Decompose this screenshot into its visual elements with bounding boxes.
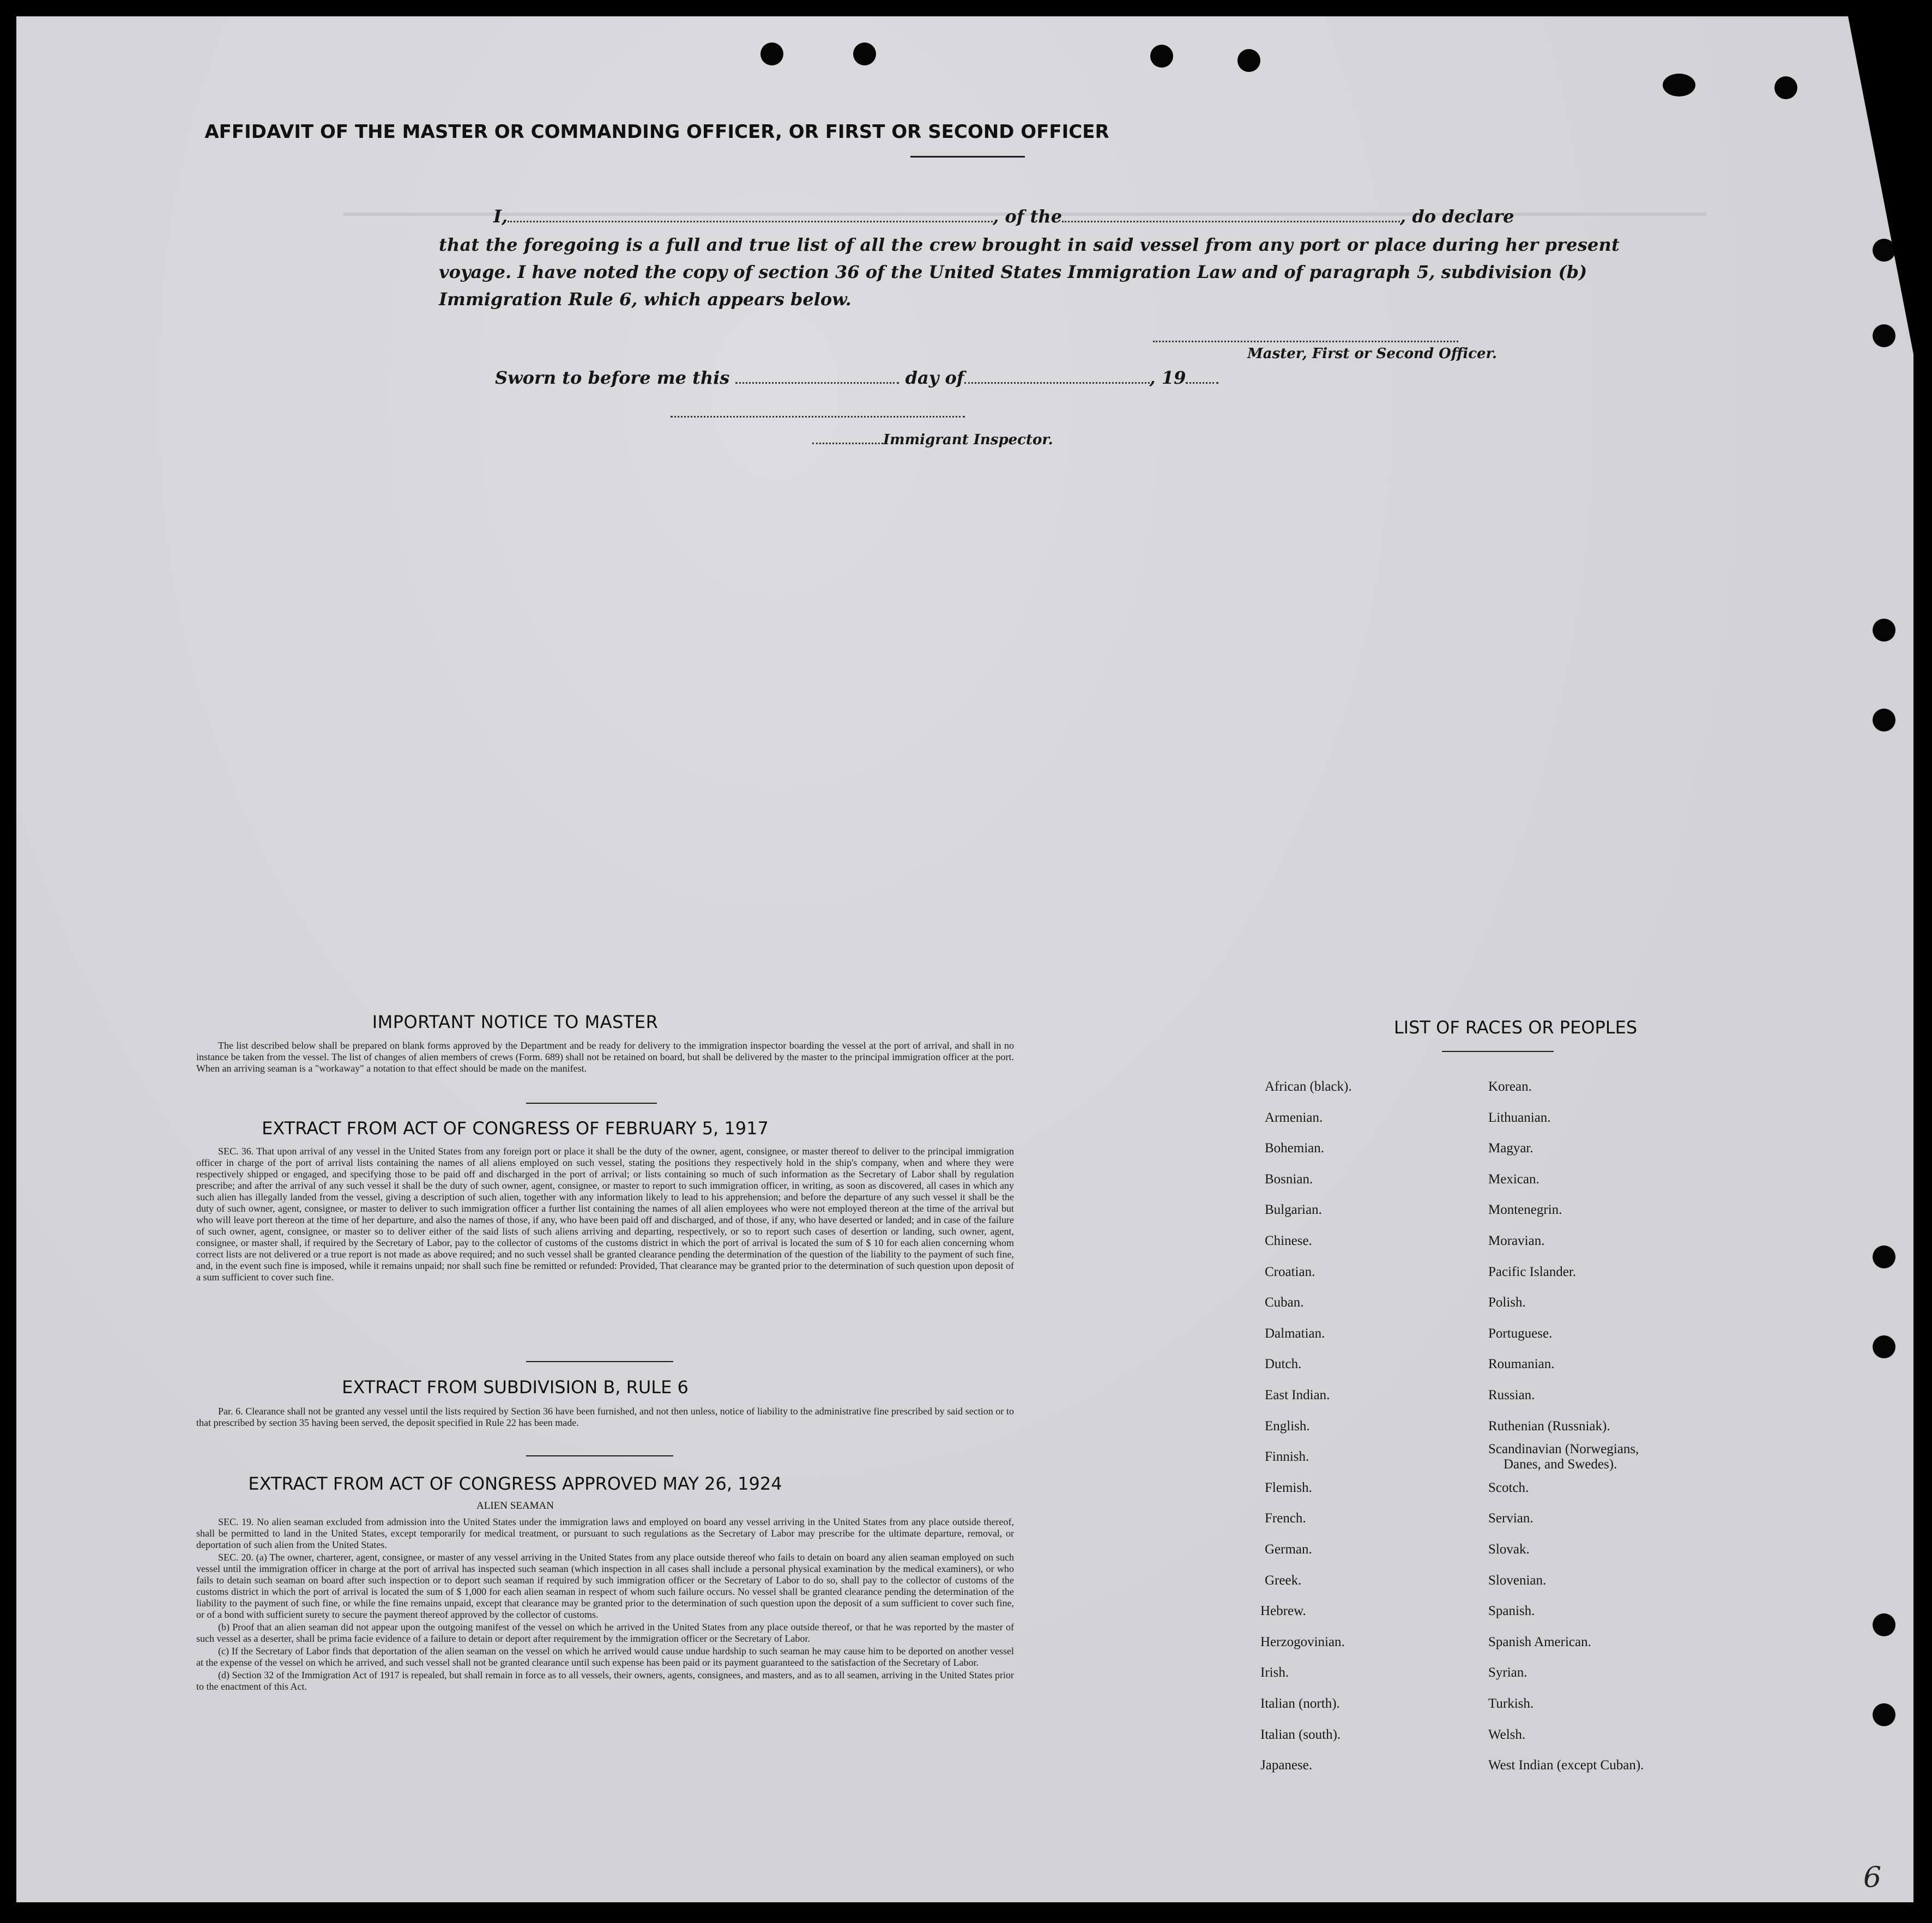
race-item: Scandinavian (Norwegians, (1488, 1442, 1639, 1457)
section-rule (526, 1455, 673, 1456)
punch-hole (1873, 709, 1895, 731)
race-item: Spanish. (1488, 1604, 1535, 1619)
race-item: Cuban. (1265, 1295, 1304, 1310)
race-item: Japanese. (1260, 1758, 1313, 1773)
race-item: Bulgarian. (1265, 1202, 1322, 1218)
document-page (16, 16, 1913, 1902)
punch-hole (1873, 1613, 1895, 1636)
day-of-label: day of (905, 367, 964, 388)
extract-1924-title: EXTRACT FROM ACT OF CONGRESS APPROVED MAY 26, 1924 (248, 1473, 782, 1494)
race-item: Montenegrin. (1488, 1202, 1562, 1218)
race-item: Italian (south). (1260, 1727, 1341, 1742)
punch-hole (853, 43, 876, 65)
affidavit-title: AFFIDAVIT OF THE MASTER OR COMMANDING OFFICER, OR FIRST OR SECOND OFFICER (204, 121, 1109, 143)
extract-rule6-title: EXTRACT FROM SUBDIVISION B, RULE 6 (342, 1377, 689, 1398)
race-item: West Indian (except Cuban). (1488, 1758, 1644, 1773)
race-item: Ruthenian (Russniak). (1488, 1418, 1610, 1434)
sec-19-paragraph: SEC. 19. No alien seaman excluded from admission into the United States under the immigration laws and employed on board any vessel arriving in the United States from any place outside thereof, shall be permitted to land in the United States, except temporarily for medical treatment, or pursuant to such regulations as the Secretary of Labor may prescribe for the ultimate departure, removal, or deportation of such alien from the United States. (196, 1516, 1014, 1550)
races-rule (1442, 1051, 1554, 1052)
race-item: Turkish. (1488, 1696, 1534, 1711)
punch-hole (1873, 1703, 1895, 1726)
race-item: Finnish. (1265, 1449, 1309, 1465)
race-item: Mexican. (1488, 1171, 1539, 1187)
affidavit-line1: that the foregoing is a full and true list of all the crew brought in said vessel from any port or place during her present (439, 234, 1620, 255)
vessel-blank[interactable] (1062, 220, 1400, 222)
affidavit-line3: Immigration Rule 6, which appears below. (439, 289, 852, 310)
punch-hole (1663, 74, 1695, 96)
race-item: Moravian. (1488, 1233, 1545, 1248)
section-rule (526, 1361, 673, 1362)
race-item: Korean. (1488, 1079, 1532, 1094)
race-item: Armenian. (1265, 1110, 1323, 1125)
folded-corner (1848, 16, 1913, 354)
declare-label: , do declare (1400, 206, 1514, 227)
race-item: French. (1265, 1511, 1306, 1526)
punch-hole (1774, 76, 1797, 99)
year-label: , 19 (1149, 367, 1186, 388)
page-mark: 6 (1863, 1861, 1882, 1894)
race-item: Bohemian. (1265, 1141, 1325, 1156)
race-item: Syrian. (1488, 1665, 1528, 1680)
race-item: Dutch. (1265, 1357, 1302, 1372)
sworn-line (495, 367, 1218, 388)
signature-blank[interactable] (1153, 340, 1458, 342)
race-item: Russian. (1488, 1388, 1535, 1402)
extract-1924-subtitle: ALIEN SEAMAN (476, 1500, 554, 1511)
race-item: Servian. (1488, 1511, 1533, 1526)
inspector-sign-blank[interactable] (671, 415, 965, 418)
extract-1917-text (196, 1146, 1014, 1284)
race-item-continuation: Danes, and Swedes). (1504, 1457, 1617, 1472)
race-item: Lithuanian. (1488, 1110, 1551, 1125)
race-item: Italian (north). (1260, 1696, 1340, 1711)
race-item: Bosnian. (1265, 1171, 1313, 1187)
races-title: LIST OF RACES OR PEOPLES (1393, 1017, 1638, 1038)
sec-20b-paragraph: (b) Proof that an alien seaman did not appear upon the outgoing manifest of the vessel on which he arrived in the United States from any place outside thereof, or that he was reported by the master of such vessel as a deserter, shall be prima facie evidence of a failure to detain or deport after requirement by the immigration officer or the Secretary of Labor. (196, 1622, 1014, 1644)
notice-title: IMPORTANT NOTICE TO MASTER (372, 1012, 659, 1032)
race-item: Croatian. (1265, 1264, 1315, 1279)
inspector-blank[interactable] (812, 442, 883, 444)
year-blank[interactable] (1186, 382, 1218, 384)
race-item: Scotch. (1488, 1480, 1529, 1495)
race-item: Welsh. (1488, 1727, 1526, 1742)
race-item: Flemish. (1265, 1480, 1312, 1495)
race-item: Roumanian. (1488, 1357, 1555, 1372)
i-label: I, (493, 206, 508, 227)
race-item: Slovak. (1488, 1542, 1530, 1557)
punch-hole (1873, 1335, 1895, 1358)
race-item: Portuguese. (1488, 1326, 1553, 1341)
title-rule (910, 156, 1025, 158)
race-item: Dalmatian. (1265, 1326, 1325, 1341)
race-item: East Indian. (1265, 1388, 1330, 1402)
sec-20a-paragraph: SEC. 20. (a) The owner, charterer, agent, consignee, or master of any vessel arriving in the United States from any place outside thereof who fails to detain on board any alien seaman employed on such vessel until the immigration officer in charge at the port of arrival has inspected such seaman (which inspection in all cases shall include a personal physical examination by the medical examiners), or who fails to detain such seaman on board after such inspection or to deport such seaman if required by such immigration officer or the Secretary of Labor to do so, shall pay to the collector of customs of the customs district in which the port of arrival is located the sum of $ 1,000 for each alien seaman in respect of whom such failure occurs. No vessel shall be granted clearance pending the determination of the liability to the payment of such fine, or while the fine remains unpaid, except that clearance may be granted prior to the determination of such question upon the deposit of a sum sufficient to cover such fine, or of a bond with sufficient surety to secure the payment thereof approved by the collector of customs. (196, 1552, 1014, 1620)
punch-hole (760, 43, 783, 65)
notice-text (196, 1040, 1014, 1075)
race-item: Slovenian. (1488, 1573, 1547, 1588)
race-item: Spanish American. (1488, 1634, 1591, 1649)
race-item: Herzogovinian. (1260, 1634, 1345, 1649)
affidavit-line0 (493, 206, 1514, 227)
sworn-month-blank[interactable] (964, 382, 1150, 384)
race-item: Magyar. (1488, 1141, 1533, 1156)
race-item: Greek. (1265, 1573, 1302, 1588)
section-rule (526, 1103, 657, 1104)
race-item: Irish. (1260, 1665, 1289, 1680)
signature-label: Master, First or Second Officer. (1247, 346, 1497, 362)
race-item: Hebrew. (1260, 1604, 1306, 1619)
sworn-day-blank[interactable] (735, 382, 899, 384)
race-item: German. (1265, 1542, 1312, 1557)
race-item: Polish. (1488, 1295, 1526, 1310)
race-item: Chinese. (1265, 1233, 1312, 1248)
inspector-line (812, 432, 1053, 448)
punch-hole (1150, 45, 1173, 68)
extract-rule6-text (196, 1406, 1014, 1430)
sec-20c-paragraph: (c) If the Secretary of Labor finds that deportation of the alien seaman on the vessel on which he arrived would cause undue hardship to such seaman he may cause him to be deported on another vessel at the expense of the vessel on which he arrived, and such vessel shall not be granted clearance until such expense has been paid or its payment guaranteed to the satisfaction of the Secretary of Labor. (196, 1646, 1014, 1668)
race-item: English. (1265, 1418, 1310, 1434)
punch-hole (1873, 1245, 1895, 1268)
extract-1917-title: EXTRACT FROM ACT OF CONGRESS OF FEBRUARY 5, 1917 (262, 1118, 769, 1139)
notice-paragraph: The list described below shall be prepared on blank forms approved by the Department and be ready for delivery to the immigration inspector boarding the vessel at the port of arrival, and shall in no instance be taken from the vessel. The list of changes of alien members of crews (Form. 689) shall not be retained on board, but shall be delivered by the master to the principal immigration officer at the port. When an arriving seaman is a "workaway" a notation to that effect should be made on the manifest. (196, 1040, 1014, 1074)
races-list (1260, 1079, 1810, 1799)
sworn-label: Sworn to before me this (495, 367, 730, 388)
affidavit-line2: voyage. I have noted the copy of section 36 of the United States Immigration Law and of paragraph 5, subdivision (b) (439, 262, 1587, 282)
extract-1924-text (196, 1516, 1014, 1694)
race-item: Pacific Islander. (1488, 1264, 1577, 1279)
extract-1917-paragraph: SEC. 36. That upon arrival of any vessel in the United States from any foreign port or place it shall be the duty of the owner, agent, consignee, or master thereof to deliver to the principal immigration officer in charge of the port of arrival lists containing the names of all aliens employed on such vessel, stating the positions they respectively hold in the ship's company, when and where they were respectively shipped or engaged, and specifying those to be paid off and discharged in the port of arrival; or lists containing so much of such information as the Secretary of Labor shall by regulation prescribe; and after the arrival of any such vessel it shall be the duty of such owner, agent, consignee, or master to report to such immigration officer, in writing, as soon as discovered, all cases in which any such alien has illegally landed from the vessel, giving a description of such alien, together with any information likely to lead to his apprehension; and before the departure of any such vessel it shall be the duty of such owner, agent, consignee, or master to deliver to such immigration officer a further list containing the names of all alien employees who were not employed thereon at the time of the arrival but who will leave port thereon at the time of her departure, and also the names of those, if any, who have been paid off and discharged, and of those, if any, who have deserted or landed; and in case of the failure of such owner, agent, consignee, or master so to deliver either of the said lists of such aliens arriving and departing, respectively, or so to report such cases of desertion or landing, such owner, agent, consignee, or master shall, if required by the Secretary of Labor, pay to the collector of customs of the customs district in which the port of arrival is located the sum of $ 10 for each alien concerning whom correct lists are not delivered or a true report is not made as above required; and no such vessel shall be granted clearance pending the determination of the question of the liability to the payment of such fine, and, in the event such fine is imposed, while it remains unpaid; nor shall such fine be remitted or refunded: Provided, That clearance may be granted prior to the determination of such question upon deposit of a sum sufficient to cover such fine. (196, 1146, 1014, 1283)
punch-hole (1873, 619, 1895, 642)
sec-20d-paragraph: (d) Section 32 of the Immigration Act of 1917 is repealed, but shall remain in force as to all vessels, their owners, agents, consignees, and masters, and as to all seamen, arriving in the United States prior to the enactment of this Act. (196, 1670, 1014, 1692)
race-item: African (black). (1265, 1079, 1352, 1094)
extract-rule6-paragraph: Par. 6. Clearance shall not be granted any vessel until the lists required by Section 36 have been furnished, and not then unless, notice of liability to the administrative fine prescribed by said section or to that prescribed by section 35 having been served, the deposit specified in Rule 22 has been made. (196, 1406, 1014, 1428)
punch-hole (1237, 49, 1260, 72)
name-blank[interactable] (508, 220, 993, 222)
of-the-label: , of the (993, 206, 1062, 227)
inspector-label: Immigrant Inspector. (883, 432, 1053, 448)
